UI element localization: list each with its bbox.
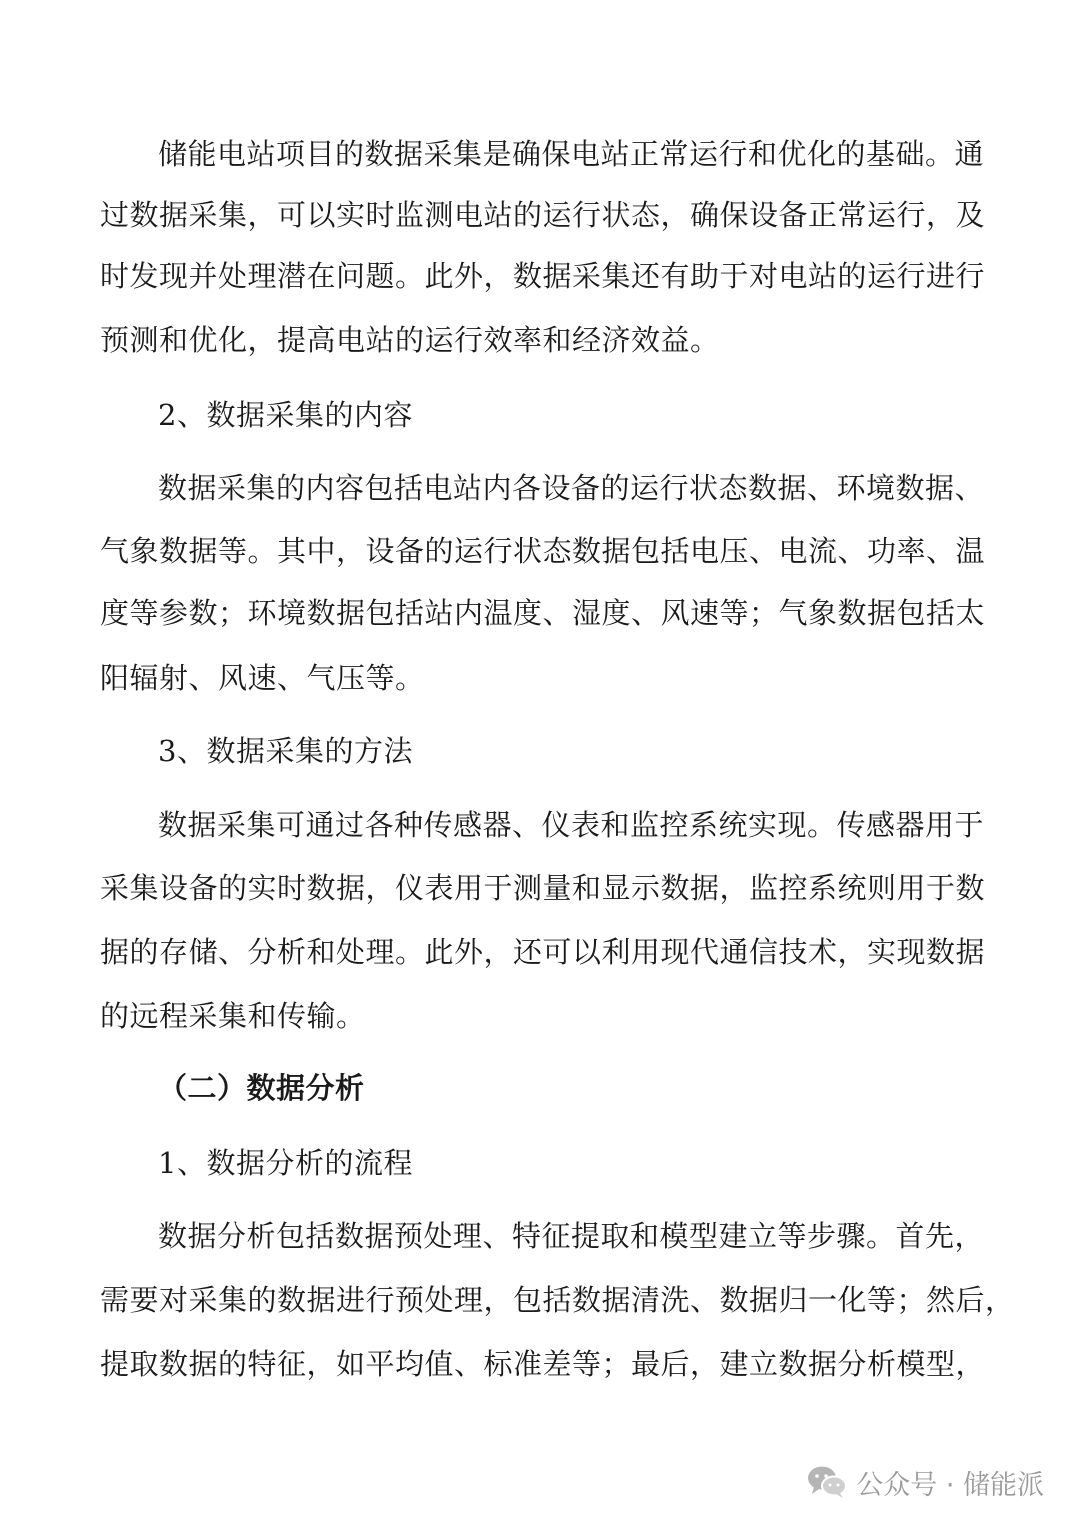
- paragraph-line: 需要对采集的数据进行预处理，包括数据清洗、数据归一化等；然后，: [100, 1283, 1015, 1317]
- watermark-text: 公众号 · 储能派: [856, 1469, 1044, 1501]
- paragraph-line: 阳辐射、风速、气压等。: [100, 661, 425, 695]
- paragraph-line: 储能电站项目的数据采集是确保电站正常运行和优化的基础。通: [158, 137, 985, 171]
- wechat-watermark: [806, 1460, 1044, 1504]
- paragraph-line: 采集设备的实时数据，仪表用于测量和显示数据，监控系统则用于数: [100, 871, 986, 905]
- section-heading: 2、数据采集的内容: [158, 398, 413, 432]
- paragraph-line: 气象数据等。其中，设备的运行状态数据包括电压、电流、功率、温: [100, 534, 986, 568]
- chapter-heading: （二）数据分析: [158, 1071, 365, 1105]
- paragraph-line: 提取数据的特征，如平均值、标准差等；最后，建立数据分析模型，: [100, 1347, 986, 1381]
- paragraph-line: 的远程采集和传输。: [100, 999, 366, 1033]
- paragraph-line: 时发现并处理潜在问题。此外，数据采集还有助于对电站的运行进行: [100, 259, 986, 293]
- paragraph-line: 度等参数；环境数据包括站内温度、湿度、风速等；气象数据包括太: [100, 596, 986, 630]
- wechat-icon: [806, 1464, 848, 1500]
- paragraph-line: 过数据采集，可以实时监测电站的运行状态，确保设备正常运行，及: [100, 198, 986, 232]
- paragraph-line: 数据分析包括数据预处理、特征提取和模型建立等步骤。首先，: [158, 1219, 985, 1253]
- paragraph-line: 预测和优化，提高电站的运行效率和经济效益。: [100, 323, 720, 357]
- section-heading: 3、数据采集的方法: [158, 734, 413, 768]
- section-heading: 1、数据分析的流程: [158, 1146, 413, 1180]
- paragraph-line: 数据采集可通过各种传感器、仪表和监控系统实现。传感器用于: [158, 808, 985, 842]
- paragraph-line: 数据采集的内容包括电站内各设备的运行状态数据、环境数据、: [158, 471, 985, 505]
- paragraph-line: 据的存储、分析和处理。此外，还可以利用现代通信技术，实现数据: [100, 935, 986, 969]
